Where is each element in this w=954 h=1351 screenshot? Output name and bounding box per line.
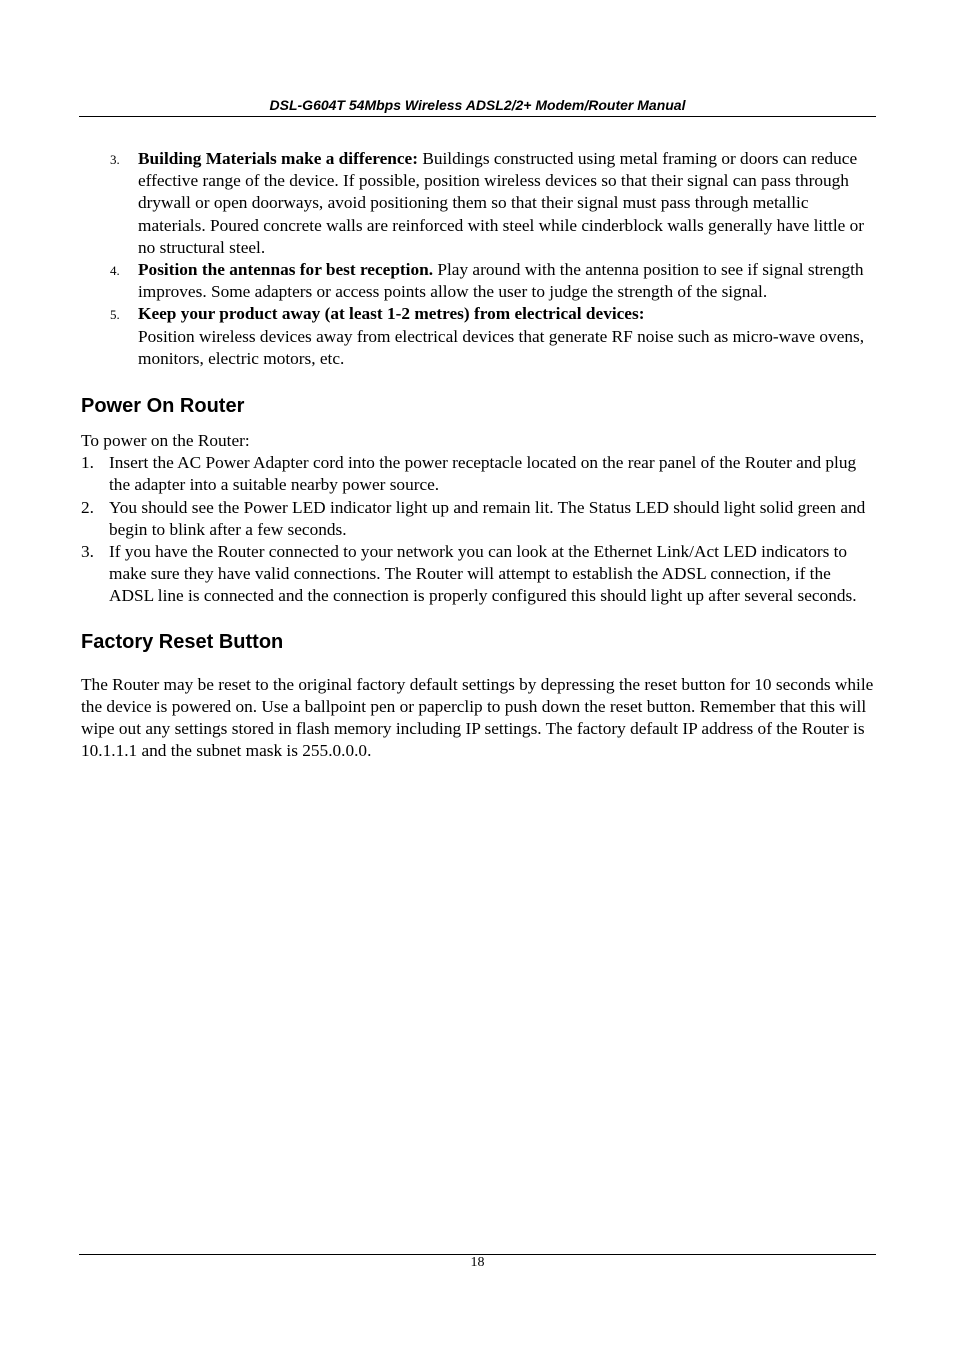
tip-number: 4. bbox=[110, 263, 120, 279]
tip-item bbox=[81, 259, 876, 303]
section-heading-power-on: Power On Router bbox=[81, 395, 245, 418]
tip-bold-lead: Keep your product away (at least 1-2 metres) from electrical devices: bbox=[138, 304, 645, 324]
step-number: 1. bbox=[81, 453, 94, 473]
page-header-title: DSL-G604T 54Mbps Wireless ADSL2/2+ Modem/Router Manual bbox=[269, 97, 686, 113]
power-on-step bbox=[81, 497, 876, 541]
step-text: You should see the Power LED indicator light up and remain lit. The Status LED should light solid green and begin to blink after a few seconds. bbox=[109, 497, 866, 539]
section-heading-factory-reset: Factory Reset Button bbox=[81, 630, 284, 653]
page-content bbox=[81, 148, 876, 762]
tip-text: Position wireless devices away from electrical devices that generate RF noise such as micro-wave ovens, monitors, electric motors, etc. bbox=[138, 326, 865, 368]
tip-item bbox=[81, 148, 876, 259]
tip-item bbox=[81, 303, 876, 370]
tip-bold-lead: Building Materials make a difference: bbox=[138, 149, 418, 168]
tip-number: 5. bbox=[110, 307, 120, 323]
power-on-intro: To power on the Router: bbox=[81, 431, 250, 451]
tip-text: Buildings constructed using metal framing or doors can reduce effective range of the device. If possible, position wireless devices so that their signal can pass through drywall or open doorways, avoid positioning them so that their signal must pass through metallic materials. Poured concrete walls are reinforced with steel while cinderblock walls generally have little or no structural steel. bbox=[138, 149, 865, 257]
tip-bold-lead: Position the antennas for best reception. bbox=[138, 260, 434, 280]
step-text: If you have the Router connected to your network you can look at the Ethernet Link/Act LED indicators to make sure they have valid connections. The Router will attempt to establish the ADSL connection, if the ADSL line is connected and the connection is properly configured this should light up after several seconds. bbox=[109, 542, 857, 606]
tip-number: 3. bbox=[110, 152, 120, 167]
power-on-step bbox=[81, 452, 876, 496]
tip-text: Play around with the antenna position to see if signal strength improves. Some adapters or access points allow the user to judge the strength of the signal. bbox=[138, 260, 864, 302]
power-on-step bbox=[81, 541, 876, 608]
step-text: Insert the AC Power Adapter cord into the power receptacle located on the rear panel of the Router and plug the adapter into a suitable nearby power source. bbox=[109, 453, 857, 495]
header-rule bbox=[79, 116, 876, 117]
step-number: 2. bbox=[81, 497, 94, 517]
step-number: 3. bbox=[81, 542, 94, 562]
page-number: 18 bbox=[470, 1255, 485, 1270]
factory-reset-body: The Router may be reset to the original factory default settings by depressing the reset button for 10 seconds while the device is powered on. Use a ballpoint pen or paperclip to push down the reset button. Remember that this will wipe out any settings stored in flash memory including IP settings. The factory default IP address of the Router is 10.1.1.1 and the subnet mask is 255.0.0.0. bbox=[81, 674, 874, 761]
